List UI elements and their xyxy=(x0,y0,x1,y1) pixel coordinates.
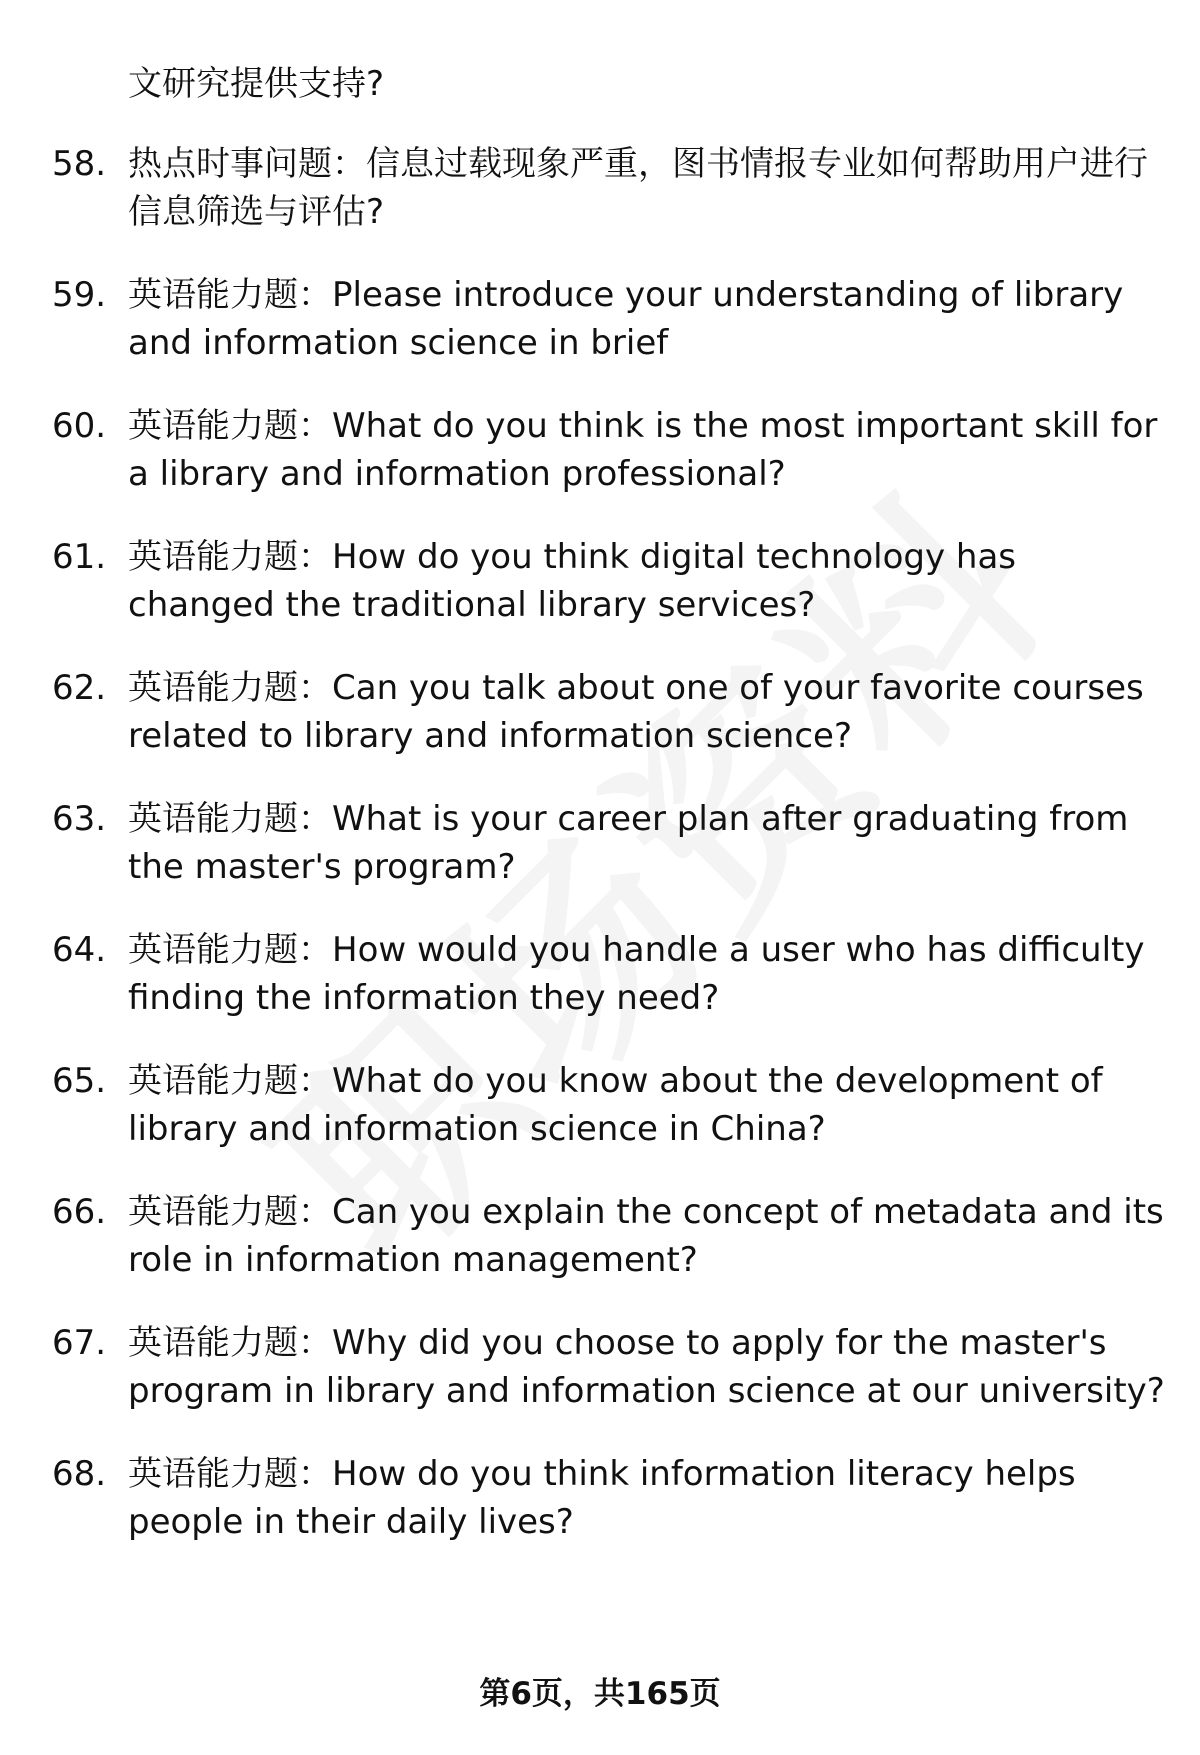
question-category: 英语能力题： xyxy=(128,275,332,315)
question-body xyxy=(128,271,1168,367)
question-body xyxy=(128,402,1168,498)
question-number: 59. xyxy=(52,275,107,315)
question-category: 英语能力题： xyxy=(128,1454,332,1494)
question-body xyxy=(128,1057,1168,1153)
question-number: 67. xyxy=(52,1323,107,1363)
question-text: What is your career plan after graduating from the master's program? xyxy=(128,799,1129,887)
question-item-63 xyxy=(0,795,1200,891)
question-number: 65. xyxy=(52,1061,107,1101)
question-body xyxy=(128,1450,1168,1546)
question-text: Can you talk about one of your favorite courses related to library and information science? xyxy=(128,668,1144,756)
question-category: 英语能力题： xyxy=(128,1323,332,1363)
question-text: What do you think is the most important skill for a library and information professional? xyxy=(128,406,1158,494)
question-item-61 xyxy=(0,533,1200,629)
question-body xyxy=(128,795,1168,891)
question-number: 60. xyxy=(52,406,107,446)
question-item-62 xyxy=(0,664,1200,760)
question-item-67 xyxy=(0,1319,1200,1415)
question-item-68 xyxy=(0,1450,1200,1546)
question-body xyxy=(128,664,1168,760)
question-body xyxy=(128,1188,1168,1284)
question-category: 英语能力题： xyxy=(128,406,332,446)
question-text: 信息过载现象严重，图书情报专业如何帮助用户进行信息筛选与评估? xyxy=(128,144,1148,232)
question-category: 英语能力题： xyxy=(128,1061,332,1101)
question-body xyxy=(128,926,1168,1022)
question-item-59 xyxy=(0,271,1200,367)
question-list xyxy=(0,140,1200,1581)
question-text: How do you think information literacy helps people in their daily lives? xyxy=(128,1454,1076,1542)
question-body xyxy=(128,533,1168,629)
question-number: 66. xyxy=(52,1192,107,1232)
question-item-58 xyxy=(0,140,1200,236)
question-number: 63. xyxy=(52,799,107,839)
continuation-text: 文研究提供支持? xyxy=(128,64,385,104)
question-text: Why did you choose to apply for the master's program in library and information science at our university? xyxy=(128,1323,1165,1411)
question-category: 英语能力题： xyxy=(128,1192,332,1232)
question-body xyxy=(128,140,1168,236)
question-text: How do you think digital technology has changed the traditional library services? xyxy=(128,537,1017,625)
question-number: 61. xyxy=(52,537,107,577)
question-category: 英语能力题： xyxy=(128,930,332,970)
question-text: Please introduce your understanding of library and information science in brief xyxy=(128,275,1124,363)
question-text: What do you know about the development of library and information science in China? xyxy=(128,1061,1103,1149)
question-category: 英语能力题： xyxy=(128,799,332,839)
question-category: 热点时事问题： xyxy=(128,144,366,184)
question-item-66 xyxy=(0,1188,1200,1284)
question-item-60 xyxy=(0,402,1200,498)
question-text: Can you explain the concept of metadata and its role in information management? xyxy=(128,1192,1164,1280)
question-number: 58. xyxy=(52,144,107,184)
question-number: 68. xyxy=(52,1454,107,1494)
question-category: 英语能力题： xyxy=(128,537,332,577)
question-category: 英语能力题： xyxy=(128,668,332,708)
question-item-65 xyxy=(0,1057,1200,1153)
question-body xyxy=(128,1319,1168,1415)
page-footer: 第6页，共165页 xyxy=(479,1676,721,1712)
question-number: 62. xyxy=(52,668,107,708)
question-text: How would you handle a user who has difficulty finding the information they need? xyxy=(128,930,1145,1018)
question-number: 64. xyxy=(52,930,107,970)
question-item-64 xyxy=(0,926,1200,1022)
